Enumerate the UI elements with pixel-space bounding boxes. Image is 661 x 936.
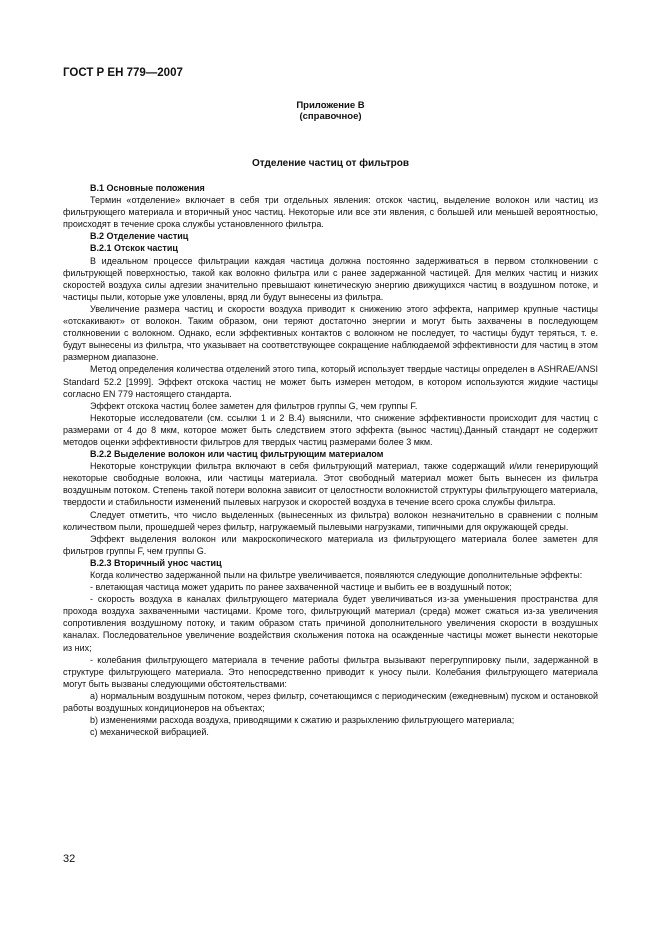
paragraph: Эффект отскока частиц более заметен для фильтров группы G, чем группы F. <box>90 400 418 411</box>
paragraph: Некоторые исследователи (см. ссылки 1 и 2 В.4) выяснили, что снижение эффективности происходит для частиц с размерами от 4 до 8 мкм, которое может быть следствием этого эффекта (вынос частиц).Данный стандарт не содержит методов оценки эффективности фильтров для твердых частиц размерами более 3 мкм. <box>63 412 598 447</box>
heading-b2: В.2 Отделение частиц <box>90 231 189 242</box>
list-item: - колебания фильтрующего материала в течение работы фильтра вызывают перегруппировку пыли, задержанной в структуре фильтрующего материала. Это непосредственно приводит к уносу пыли. Колебания фильтрующего материала могут быть вызваны следующими обстоятельствами: <box>63 654 598 689</box>
appendix-subtitle: (справочное) <box>299 111 362 122</box>
heading-b21: В.2.1 Отскок частиц <box>90 243 178 254</box>
list-item: c) механической вибрацией. <box>90 727 209 738</box>
list-item: - влетающая частица может ударить по ранее захваченной частице и выбить ее в воздушный поток; <box>90 582 512 593</box>
document-header: ГОСТ Р ЕН 779—2007 <box>63 67 183 79</box>
page-number: 32 <box>63 853 76 865</box>
paragraph: Метод определения количества отделений этого типа, который использует твердые частицы определен в ASHRAE/ANSI Standard 52.2 [1999]. Эффект отскока частиц не может быть измерен методом, в котором используются жидкие частицы согласно EN 779 настоящего стандарта. <box>63 364 598 399</box>
appendix-title: Приложение В <box>296 100 365 111</box>
heading-b22: В.2.2 Выделение волокон или частиц фильтрующим материалом <box>90 449 384 460</box>
paragraph: Термин «отделение» включает в себя три отдельных явления: отскок частиц, выделение волокон или частиц из фильтрующего материала и вторичный унос частиц. Некоторые или все эти явления, с большей или меньшей вероятностью, происходят в течение срока службы установленного фильтра. <box>63 195 598 230</box>
heading-b1: В.1 Основные положения <box>90 183 205 193</box>
list-item: b) изменениями расхода воздуха, приводящими к сжатию и разрыхлению фильтрующего материала; <box>90 715 515 726</box>
paragraph: В идеальном процессе фильтрации каждая частица должна постоянно задерживаться в первом столкновении с фильтрующей поверхностью, такой как волокно фильтра или с ранее задержанной частицей. Для мелких частиц и низких скоростей воздуха силы адгезии значительно превышают кинетическую энергию движущихся частиц в воздушном потоке, и частицы пыли, которые уже уловлены, вряд ли будут вынесены из фильтра. <box>63 255 598 302</box>
list-item: - скорость воздуха в каналах фильтрующего материала будет увеличиваться из-за уменьшения пространства для прохода воздуха захваченными частицами. Кроме того, фильтрующий материал (среда) может сжаться из-за увеличения сопротивления воздушному потоку, и таким образом стать причиной дополнительного увеличения скорости в воздушных каналах. Последовательное увеличение воздействия скольжения потока на осажденные частицы может вынести некоторые из них; <box>63 594 598 653</box>
list-item: a) нормальным воздушным потоком, через фильтр, сочетающимся с периодическим (ежедневным) пуском и остановкой работы воздушных кондиционеров на объектах; <box>63 690 598 714</box>
section-title: Отделение частиц от фильтров <box>252 158 409 169</box>
paragraph: Увеличение размера частиц и скорости воздуха приводит к снижению этого эффекта, например крупные частицы «отскакивают» от волокон. Таким образом, они теряют достаточно энергии и могут быть захвачены в последующем столкновении с волокном. Однако, если эффективных контактов с волокном не последует, то частицы будут теряться, т. е. будут вынесены из фильтра, что указывает на соответствующее сокращение наблюдаемой эффективности для частиц в этом размерном диапазоне. <box>63 303 598 363</box>
paragraph: Некоторые конструкции фильтра включают в себя фильтрующий материал, также содержащий и/или генерирующий некоторые свободные волокна, или частицы материала. Этот свободный материал может быть вынесен из фильтра воздушным потоком. Степень такой потери волокна зависит от целостности волокнистой структуры фильтрующего материала, твердости и стабильности изменений пылевых нагрузок и скоростей воздуха в течение всего срока службы фильтра. <box>63 461 598 508</box>
paragraph: Следует отметить, что число выделенных (вынесенных из фильтра) волокон незначительно в сравнении с полным количеством пыли, прошедшей через фильтр, нагружаемый пылевыми нагрузками, типичными для окружающей среды. <box>63 509 598 532</box>
paragraph: Когда количество задержанной пыли на фильтре увеличивается, появляются следующие дополнительные эффекты: <box>90 570 583 580</box>
paragraph: Эффект выделения волокон или макроскопического материала из фильтрующего материала более заметен для фильтров группы F, чем группы G. <box>63 533 598 556</box>
heading-b23: В.2.3 Вторичный унос частиц <box>90 557 222 568</box>
document-body <box>63 182 598 738</box>
